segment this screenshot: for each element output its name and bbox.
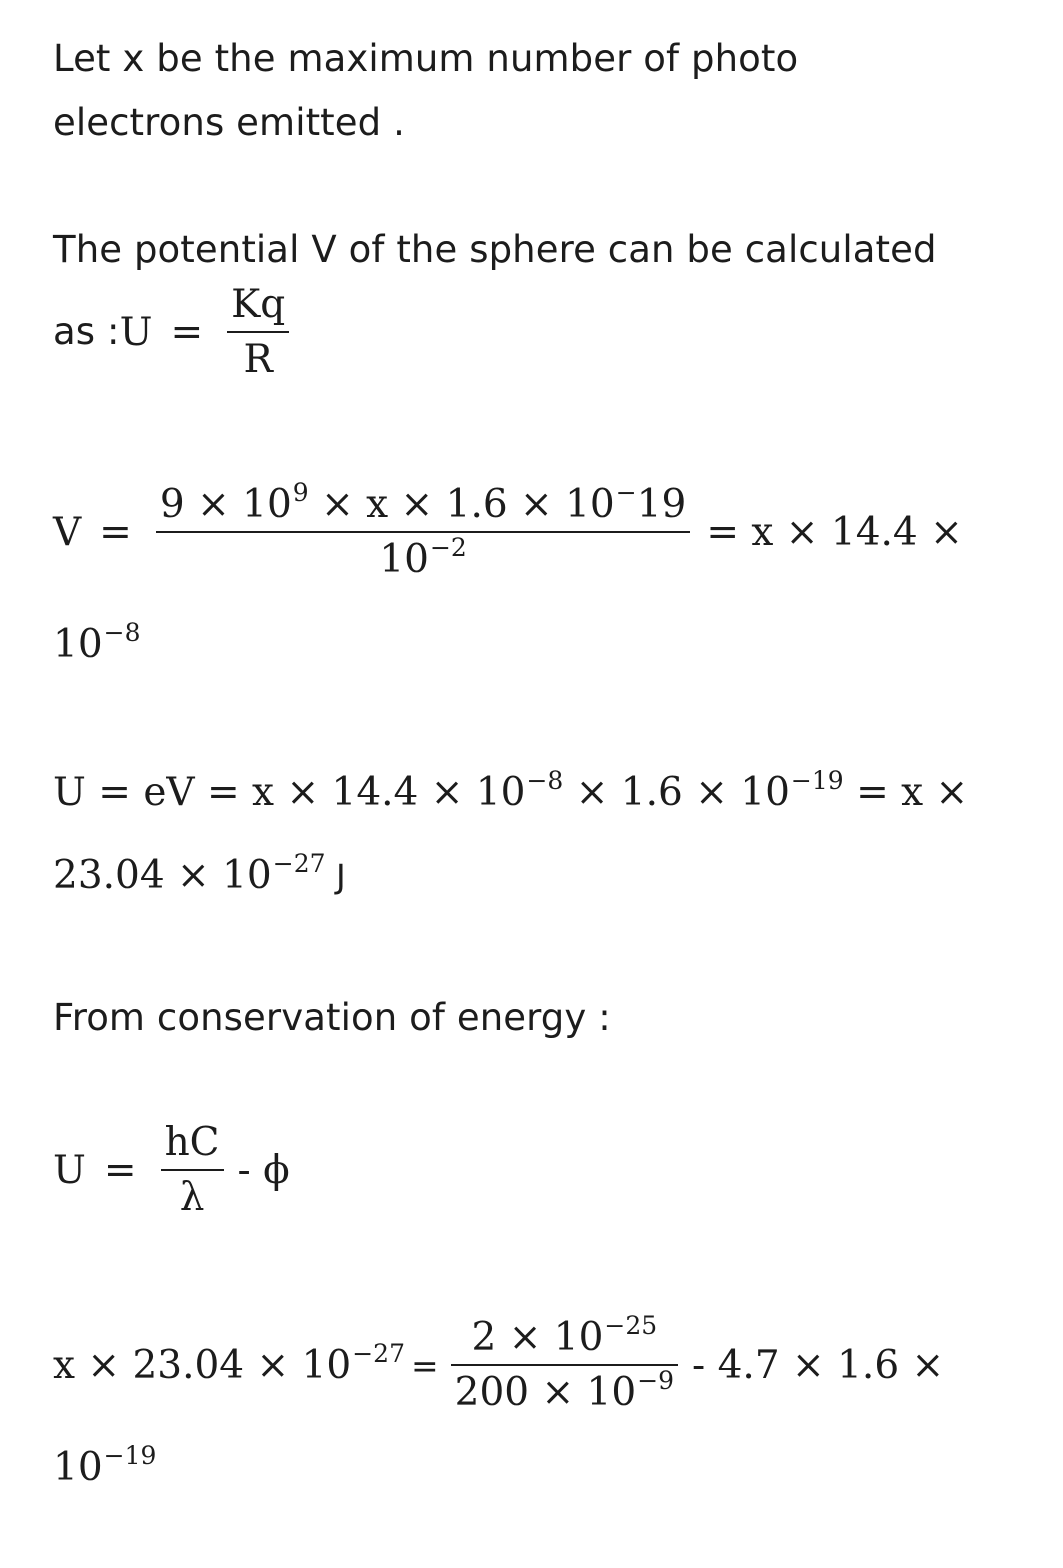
v-num-exp2: − [615, 478, 637, 507]
potential-equals: = [170, 309, 204, 355]
potential-formula [53, 282, 295, 382]
final-cont-base: 10 [53, 1445, 103, 1490]
energy-lhs: U [53, 1147, 86, 1193]
final-lhs-exp: −27 [352, 1338, 405, 1368]
final-lhs [53, 1338, 405, 1388]
energy-numerator: hC [164, 1120, 220, 1165]
v-num-part1: 9 × 10 [159, 482, 292, 527]
v-denominator [375, 533, 471, 582]
v-den-base: 10 [379, 537, 429, 582]
final-equals: = [410, 1345, 439, 1385]
final-num-base: 2 × 10 [471, 1315, 604, 1360]
final-den-exp: −9 [637, 1366, 675, 1395]
u-cont-exp: −27 [272, 849, 326, 878]
final-numerator [468, 1311, 662, 1364]
energy-fraction [161, 1120, 224, 1220]
final-cont-exp: −19 [103, 1441, 157, 1470]
potential-fraction [227, 282, 289, 382]
v-num-part3: 19 [636, 482, 687, 527]
intro-line-2: electrons emitted . [53, 101, 405, 144]
u-exp1: −8 [526, 766, 564, 795]
v-rhs: = x × 14.4 × [706, 509, 963, 555]
potential-prefix: as : [53, 310, 120, 353]
energy-rhs: - ϕ [237, 1147, 290, 1193]
u-part2: × 1.6 × 10 [563, 770, 790, 815]
v-cont-base: 10 [53, 622, 103, 667]
energy-denominator: λ [179, 1175, 205, 1220]
final-fraction [451, 1311, 678, 1415]
v-equation [53, 478, 963, 582]
final-equation [53, 1311, 945, 1415]
u-continuation [53, 849, 346, 898]
conservation-text: From conservation of energy : [53, 996, 611, 1039]
final-denominator [451, 1366, 678, 1415]
final-num-exp: −25 [604, 1311, 658, 1340]
final-rhs: - 4.7 × 1.6 × [692, 1342, 945, 1388]
v-num-part2: × x × 1.6 × 10 [308, 482, 615, 527]
v-num-exp1: 9 [292, 478, 309, 507]
v-continuation [53, 618, 141, 667]
final-den-base: 200 × 10 [454, 1370, 637, 1415]
v-cont-exp: −8 [103, 618, 141, 647]
v-den-exp: −2 [429, 533, 467, 562]
v-numerator [156, 478, 690, 531]
v-fraction [156, 478, 690, 582]
potential-lhs: U [119, 309, 153, 355]
v-lhs: V [53, 509, 82, 555]
u-part1: U = eV = x × 14.4 × 10 [53, 770, 526, 815]
u-unit: J [325, 857, 346, 896]
energy-equals: = [103, 1147, 137, 1193]
final-lhs-base: x × 23.04 × 10 [53, 1342, 352, 1388]
potential-denominator: R [243, 337, 273, 382]
energy-equation [53, 1120, 290, 1220]
potential-line-1: The potential V of the sphere can be calculated [53, 228, 937, 271]
v-equals: = [99, 509, 132, 555]
final-continuation [53, 1441, 157, 1490]
potential-numerator: Kq [231, 282, 286, 327]
u-cont-base: 23.04 × 10 [53, 853, 272, 898]
intro-line-1: Let x be the maximum number of photo [53, 37, 799, 80]
u-equation [53, 766, 969, 815]
u-part3: = x × [843, 770, 969, 815]
u-exp2: −19 [790, 766, 844, 795]
